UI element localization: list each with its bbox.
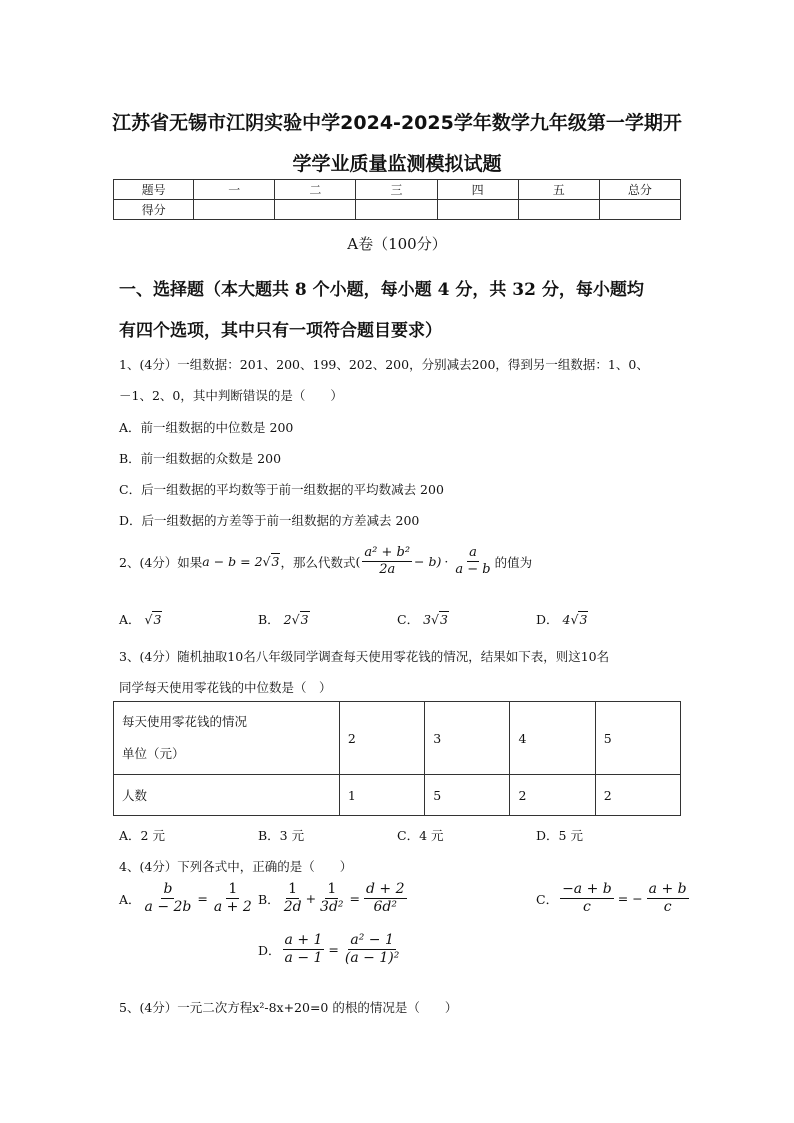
fraction	[318, 882, 345, 916]
fraction-denominator: c	[582, 899, 591, 916]
fraction-numerator: a + 1	[283, 933, 325, 950]
sqrt-symbol: √3	[262, 554, 280, 570]
table-cell: 4	[510, 702, 595, 775]
question-3-option-a[interactable]: A．2 元	[119, 828, 165, 843]
table-header-cell: 人数	[114, 775, 340, 816]
table-cell: 2	[510, 775, 595, 816]
equals-sign: =	[328, 942, 339, 958]
fraction	[282, 882, 304, 916]
score-table-cell: 四	[437, 180, 518, 200]
question-1-option-a[interactable]: A．前一组数据的中位数是 200	[119, 420, 294, 435]
fraction-denominator: a + 2	[213, 899, 252, 916]
fraction-denominator: a − 2b	[144, 899, 192, 916]
option-coefficient: 2	[283, 612, 292, 627]
sqrt-symbol: √3	[291, 612, 309, 627]
volume-title: A卷（100分）	[347, 235, 447, 253]
score-table-cell: 得分	[114, 200, 194, 220]
question-4-option-b[interactable]	[258, 882, 409, 916]
question-2-option-a[interactable]	[119, 610, 162, 628]
option-label: A．	[119, 891, 141, 907]
score-table-cell: 题号	[114, 180, 194, 200]
fraction	[647, 882, 689, 916]
score-table-cell: 一	[194, 180, 275, 200]
fraction	[453, 546, 492, 578]
open-paren: (	[355, 554, 361, 570]
sqrt-symbol: √3	[431, 612, 448, 627]
question-3-stem-line1: 3、(4分）随机抽取10名八年级同学调查每天使用零花钱的情况，结果如下表，则这10名	[119, 649, 610, 664]
option-label: D．	[536, 612, 559, 627]
table-row	[114, 775, 681, 816]
question-2-condition: a − b = 2	[202, 554, 263, 570]
score-table-header-row	[114, 180, 681, 200]
fraction-numerator: d + 2	[364, 882, 407, 899]
equals-sign: = −	[617, 891, 643, 907]
fraction	[364, 882, 407, 916]
question-1-stem-line1: 1、(4分）一组数据：201、200、199、202、200，分别减去200，得到另一组数据：1、0、	[119, 357, 649, 372]
minus-b: − b)	[414, 554, 442, 570]
question-3-option-c[interactable]: C．4 元	[397, 828, 444, 843]
fraction	[343, 933, 401, 967]
question-2-middle: ，那么代数式	[280, 554, 356, 570]
score-blank-cell[interactable]	[437, 200, 518, 220]
score-blank-cell[interactable]	[194, 200, 275, 220]
section-heading-line2: 有四个选项，其中只有一项符合题目要求）	[119, 321, 442, 341]
fraction	[143, 882, 194, 916]
option-label: A．	[119, 612, 141, 627]
score-table-score-row	[114, 200, 681, 220]
table-header-cell	[114, 702, 340, 775]
score-table-cell: 三	[356, 180, 437, 200]
plus-sign: +	[305, 891, 317, 907]
question-2-prefix: 2、(4分）如果	[119, 554, 203, 570]
radicand: 3	[439, 612, 448, 627]
question-5-stem: 5、(4分）一元二次方程x²-8x+20=0 的根的情况是（ ）	[119, 1000, 458, 1015]
radicand: 3	[579, 612, 588, 627]
question-3-option-b[interactable]: B．3 元	[258, 828, 305, 843]
equals-sign: =	[197, 891, 208, 907]
fraction-numerator: a	[467, 546, 479, 562]
fraction-denominator: c	[663, 899, 672, 916]
score-table-cell: 二	[275, 180, 356, 200]
score-blank-cell[interactable]	[356, 200, 437, 220]
fraction-numerator: b	[161, 882, 174, 899]
question-1-stem-line2: －1、2、0，其中判断错误的是（ ）	[119, 388, 343, 403]
question-3-option-d[interactable]: D．5 元	[536, 828, 583, 843]
fraction	[560, 882, 614, 916]
question-4-option-d[interactable]	[258, 933, 403, 967]
fraction-numerator: a + b	[647, 882, 689, 899]
sqrt-symbol: √3	[570, 612, 588, 627]
table-cell: 2	[595, 775, 680, 816]
option-label: B．	[258, 891, 280, 907]
table-header-line2: 单位（元）	[122, 746, 185, 761]
fraction-numerator: 1	[286, 882, 299, 899]
question-2-option-c[interactable]	[397, 610, 449, 628]
score-table	[113, 179, 681, 220]
section-heading-line1: 一、选择题（本大题共 8 个小题，每小题 4 分，共 32 分，每小题均	[119, 280, 644, 300]
fraction	[362, 546, 412, 578]
fraction-denominator: a − b	[455, 562, 491, 578]
fraction	[212, 882, 254, 916]
question-2-stem	[119, 546, 532, 578]
fraction-denominator: a − 1	[284, 950, 323, 967]
question-2-suffix: 的值为	[494, 554, 533, 570]
radicand: 3	[300, 612, 309, 627]
score-table-cell: 总分	[599, 180, 680, 200]
question-4-option-a[interactable]	[119, 882, 256, 916]
question-2-option-b[interactable]	[258, 610, 310, 628]
fraction-denominator: 2d	[283, 899, 302, 916]
score-blank-cell[interactable]	[275, 200, 356, 220]
document-title-line2: 学学业质量监测模拟试题	[292, 153, 502, 175]
fraction-numerator: a² + b²	[362, 546, 412, 562]
option-label: B．	[258, 612, 280, 627]
option-coefficient: 4	[562, 612, 571, 627]
document-title-line1: 江苏省无锡市江阴实验中学2024-2025学年数学九年级第一学期开	[112, 112, 682, 134]
table-cell: 1	[339, 775, 424, 816]
table-cell: 5	[425, 775, 510, 816]
fraction-numerator: a² − 1	[348, 933, 396, 950]
table-header-line1: 每天使用零花钱的情况	[122, 714, 248, 729]
fraction-denominator: 6d²	[373, 899, 397, 916]
score-table-cell: 五	[518, 180, 599, 200]
table-cell: 2	[339, 702, 424, 775]
fraction-denominator: 3d²	[320, 899, 344, 916]
radicand: 3	[153, 612, 162, 627]
option-label: D．	[258, 942, 281, 958]
question-3-stem-line2: 同学每天使用零花钱的中位数是（ ）	[119, 680, 332, 695]
sqrt-symbol: √3	[144, 612, 162, 627]
table-cell: 5	[595, 702, 680, 775]
fraction-numerator: 1	[325, 882, 338, 899]
pocket-money-table	[113, 701, 681, 816]
question-1-option-d[interactable]: D．后一组数据的方差等于前一组数据的方差减去 200	[119, 513, 420, 528]
radicand: 3	[271, 554, 280, 570]
question-1-option-b[interactable]: B．前一组数据的众数是 200	[119, 451, 282, 466]
fraction-denominator: 2a	[379, 562, 396, 578]
dot-operator: ·	[444, 554, 449, 570]
fraction-denominator: (a − 1)²	[344, 950, 400, 967]
question-1-option-c[interactable]: C．后一组数据的平均数等于前一组数据的平均数减去 200	[119, 482, 444, 497]
table-cell: 3	[425, 702, 510, 775]
option-label: C．	[536, 891, 559, 907]
question-2-option-d[interactable]	[536, 610, 588, 628]
score-blank-cell[interactable]	[518, 200, 599, 220]
fraction-numerator: 1	[226, 882, 239, 899]
fraction-numerator: −a + b	[560, 882, 614, 899]
table-row	[114, 702, 681, 775]
question-4-stem: 4、(4分）下列各式中，正确的是（ ）	[119, 859, 353, 874]
option-coefficient: 3	[423, 612, 432, 627]
question-4-option-c[interactable]	[536, 882, 691, 916]
score-blank-cell[interactable]	[599, 200, 680, 220]
option-label: C．	[397, 612, 420, 627]
equals-sign: =	[349, 891, 361, 907]
fraction	[283, 933, 325, 967]
